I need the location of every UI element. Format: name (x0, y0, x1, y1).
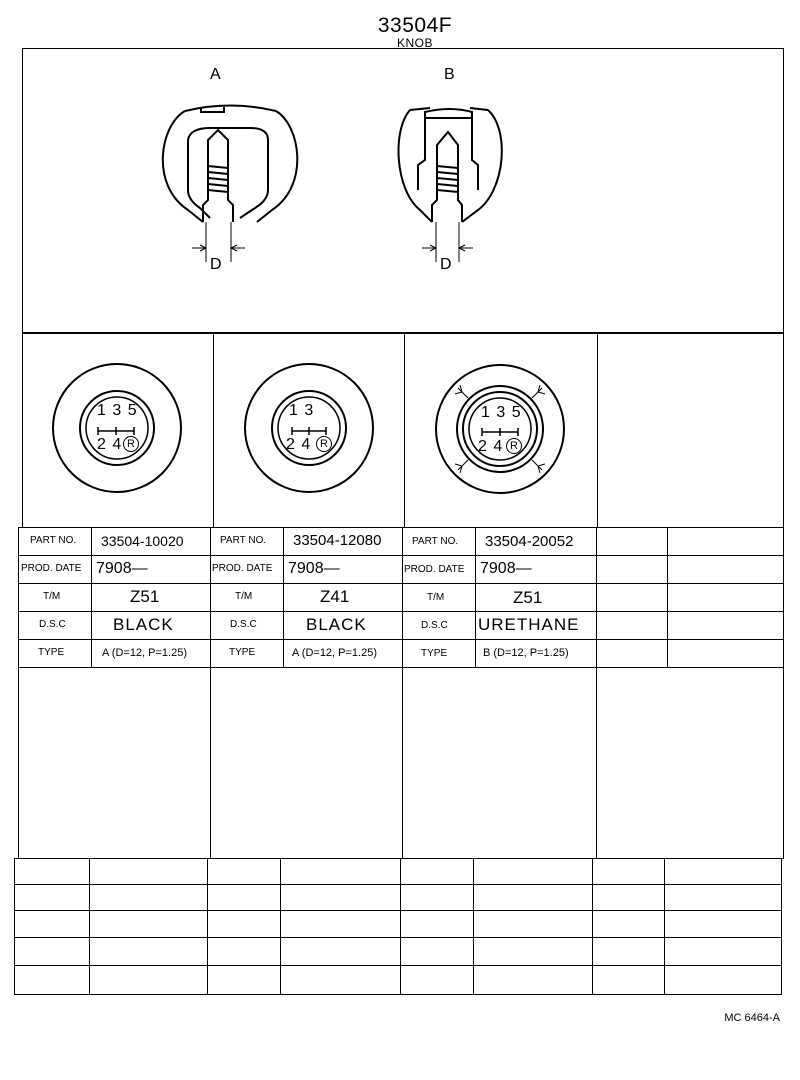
spec-value-cell (475, 555, 597, 584)
empty-grid-cell (280, 937, 401, 966)
reverse-gear-2: R (316, 436, 332, 452)
view-a-label: A (210, 66, 221, 83)
empty-spec-cell (596, 583, 668, 612)
prod-date-label: PROD. DATE (404, 564, 465, 575)
dsc-label: D.S.C (39, 619, 66, 630)
spec-label-cell (18, 583, 92, 612)
knob-picture-cell-2 (213, 333, 405, 528)
empty-spec-cell (667, 583, 784, 612)
part-no-label: PART NO. (220, 535, 267, 546)
part-no-value: 33504-12080 (293, 532, 382, 549)
spec-value-cell (91, 611, 211, 640)
spec-label-cell (402, 583, 476, 612)
empty-grid-cell (592, 965, 665, 995)
empty-grid-cell (280, 884, 401, 911)
spec-label-cell (402, 639, 476, 668)
empty-spec-cell (596, 611, 668, 640)
part-name-subtitle: KNOB (396, 36, 433, 50)
empty-grid-cell (473, 858, 593, 885)
spec-label-cell (18, 639, 92, 668)
type-value: A (D=12, P=1.25) (102, 647, 187, 659)
empty-grid-cell (207, 884, 281, 911)
empty-grid-cell (400, 910, 474, 938)
type-label: TYPE (229, 647, 256, 658)
spec-value-cell (283, 527, 403, 556)
spec-label-cell (210, 583, 284, 612)
empty-grid-cell (280, 858, 401, 885)
spec-label-cell (18, 527, 92, 556)
tm-label: T/M (427, 592, 445, 603)
empty-spec-cell (667, 639, 784, 668)
part-no-label: PART NO. (30, 535, 77, 546)
spec-label-cell (18, 611, 92, 640)
spec-value-cell (283, 583, 403, 612)
spec-label-cell (210, 527, 284, 556)
reverse-gear-3: R (506, 438, 522, 454)
spec-label-cell (402, 527, 476, 556)
tm-value: Z51 (130, 587, 160, 606)
empty-grid-cell (473, 910, 593, 938)
prod-date-value: 7908— (480, 560, 532, 577)
view-b-label: B (444, 66, 455, 83)
tm-value: Z51 (513, 588, 543, 607)
empty-grid-cell (400, 858, 474, 885)
spec-label-cell (402, 555, 476, 584)
dsc-label: D.S.C (421, 620, 448, 631)
type-value: B (D=12, P=1.25) (483, 647, 569, 659)
empty-grid-cell (664, 937, 782, 966)
empty-grid-cell (592, 858, 665, 885)
spec-value-cell (283, 639, 403, 668)
empty-grid-cell (89, 884, 208, 911)
prod-date-label: PROD. DATE (212, 563, 273, 574)
part-no-value: 33504-20052 (485, 533, 574, 550)
empty-spec-cell (667, 527, 784, 556)
spec-label-cell (210, 555, 284, 584)
type-label: TYPE (421, 648, 448, 659)
empty-grid-cell (592, 937, 665, 966)
knob-view-a-figure (163, 106, 298, 263)
spec-value-cell (91, 527, 211, 556)
shift-pattern-top-3: 1 3 5 (481, 404, 522, 421)
shift-pattern-bottom-1: 2 4 (97, 436, 123, 453)
empty-grid-cell (592, 884, 665, 911)
tm-label: T/M (235, 591, 253, 602)
prod-date-value: 7908— (96, 560, 148, 577)
empty-grid-cell (207, 910, 281, 938)
dsc-label: D.S.C (230, 619, 257, 630)
spec-value-cell (475, 583, 597, 612)
shift-pattern-top-1: 1 3 5 (97, 402, 138, 419)
shift-pattern-top-2: 1 3 (289, 402, 315, 419)
spec-value-cell (91, 555, 211, 584)
dsc-value: BLACK (113, 615, 174, 634)
tm-value: Z41 (320, 587, 350, 606)
empty-grid-cell (207, 965, 281, 995)
empty-grid-cell (280, 965, 401, 995)
empty-picture-cell (596, 667, 784, 859)
empty-grid-cell (207, 937, 281, 966)
spec-value-cell (91, 583, 211, 612)
view-a-dim-label: D (210, 256, 222, 273)
empty-spec-cell (667, 555, 784, 584)
shift-pattern-bottom-3: 2 4 (478, 438, 504, 455)
empty-grid-cell (89, 910, 208, 938)
empty-grid-cell (400, 937, 474, 966)
prod-date-value: 7908— (288, 560, 340, 577)
knob-picture-cell-4 (597, 333, 784, 528)
knob-picture-cell-3 (404, 333, 598, 528)
empty-grid-cell (14, 884, 90, 911)
spec-value-cell (475, 527, 597, 556)
part-no-label: PART NO. (412, 536, 459, 547)
knob-picture-cell-1 (22, 333, 214, 528)
part-code-title: 33504F (377, 14, 453, 37)
spec-value-cell (91, 639, 211, 668)
empty-picture-cell (210, 667, 403, 859)
empty-grid-cell (280, 910, 401, 938)
empty-grid-cell (473, 937, 593, 966)
empty-grid-cell (14, 937, 90, 966)
empty-picture-cell (18, 667, 211, 859)
spec-value-cell (475, 639, 597, 668)
empty-grid-cell (664, 858, 782, 885)
type-label: TYPE (38, 647, 65, 658)
spec-label-cell (210, 611, 284, 640)
dsc-value: URETHANE (478, 615, 580, 634)
view-b-dim-label: D (440, 256, 452, 273)
spec-value-cell (283, 611, 403, 640)
spec-value-cell (475, 611, 597, 640)
empty-spec-cell (596, 639, 668, 668)
spec-label-cell (210, 639, 284, 668)
empty-grid-cell (14, 858, 90, 885)
spec-value-cell (283, 555, 403, 584)
dsc-value: BLACK (306, 615, 367, 634)
knob-view-b-figure (399, 108, 502, 262)
empty-spec-cell (596, 527, 668, 556)
part-no-value: 33504-10020 (101, 533, 184, 549)
drawing-code: MC 6464-A (724, 1012, 780, 1024)
reverse-gear-1: R (123, 436, 139, 452)
empty-grid-cell (664, 965, 782, 995)
empty-grid-cell (400, 884, 474, 911)
type-value: A (D=12, P=1.25) (292, 647, 377, 659)
empty-grid-cell (89, 937, 208, 966)
shift-pattern-bottom-2: 2 4 (286, 436, 312, 453)
tm-label: T/M (43, 591, 61, 602)
spec-label-cell (402, 611, 476, 640)
empty-grid-cell (89, 965, 208, 995)
empty-grid-cell (89, 858, 208, 885)
empty-grid-cell (14, 910, 90, 938)
empty-grid-cell (473, 965, 593, 995)
empty-grid-cell (14, 965, 90, 995)
empty-spec-cell (667, 611, 784, 640)
prod-date-label: PROD. DATE (21, 563, 82, 574)
empty-picture-cell (402, 667, 597, 859)
empty-grid-cell (207, 858, 281, 885)
empty-grid-cell (664, 884, 782, 911)
empty-grid-cell (592, 910, 665, 938)
empty-grid-cell (664, 910, 782, 938)
spec-label-cell (18, 555, 92, 584)
empty-grid-cell (473, 884, 593, 911)
empty-grid-cell (400, 965, 474, 995)
empty-spec-cell (596, 555, 668, 584)
